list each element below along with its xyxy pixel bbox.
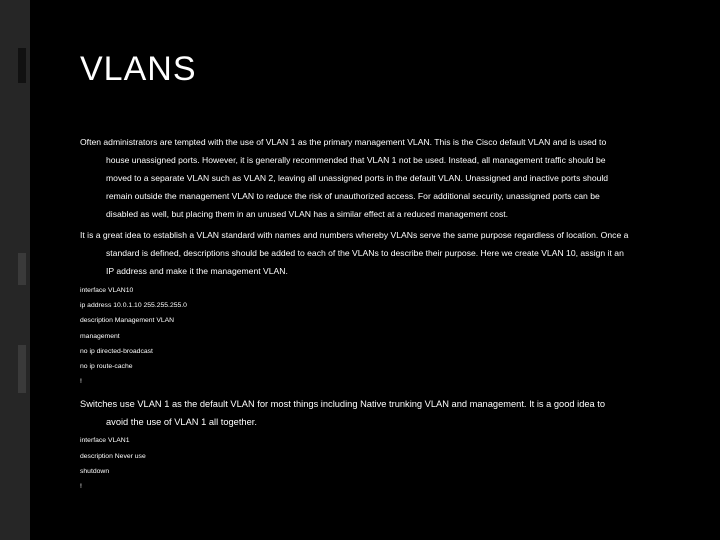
code-block-2: [80, 433, 690, 494]
slide-body: [80, 133, 690, 494]
code-line: no ip route-cache: [80, 363, 133, 371]
paragraph-line: IP address and make it the management VLAN.: [106, 266, 288, 276]
paragraph-line: Switches use VLAN 1 as the default VLAN for most things including Native trunking VLAN and management. It is a good idea to: [80, 399, 606, 410]
side-accent-bar: [18, 345, 26, 393]
code-line: interface VLAN1: [80, 437, 130, 445]
paragraph-2: [80, 226, 690, 280]
code-line: !: [80, 483, 82, 491]
paragraph-1: [80, 133, 690, 223]
code-line: description Never use: [80, 452, 146, 460]
paragraph-line: disabled as well, but placing them in an unused VLAN has a similar effect at a reduced management cost.: [106, 209, 509, 219]
code-line: shutdown: [80, 467, 110, 475]
paragraph-line: house unassigned ports. However, it is generally recommended that VLAN 1 not be used. Instead, all management traffic should be: [106, 155, 606, 165]
paragraph-line: standard is defined, descriptions should be added to each of the VLANs to describe their purpose. Here we create VLAN 10, assign it an: [106, 248, 624, 258]
title-accent-bar: [18, 48, 26, 83]
paragraph-line: It is a great idea to establish a VLAN standard with names and numbers whereby VLANs serve the same purpose regardless of location. Once a: [80, 230, 629, 240]
code-line: !: [80, 378, 82, 386]
paragraph-line: Often administrators are tempted with the use of VLAN 1 as the primary management VLAN. This is the Cisco default VLAN and is used to: [80, 137, 607, 147]
code-line: ip address 10.0.1.10 255.255.255.0: [80, 302, 187, 310]
paragraph-line: moved to a separate VLAN such as VLAN 2, leaving all unassigned ports in the default VLAN. Unassigned and inactive ports should: [106, 173, 609, 183]
slide-title: VLANS: [80, 50, 197, 88]
paragraph-line: remain outside the management VLAN to reduce the risk of unauthorized access. For additional security, unassigned ports can be: [106, 191, 600, 201]
side-accent-bar: [18, 253, 26, 285]
code-line: management: [80, 332, 120, 340]
code-block-1: [80, 283, 690, 389]
code-line: description Management VLAN: [80, 317, 175, 325]
code-line: interface VLAN10: [80, 287, 134, 294]
code-line: no ip directed-broadcast: [80, 347, 153, 355]
paragraph-3: [80, 395, 690, 431]
paragraph-line: avoid the use of VLAN 1 all together.: [106, 417, 257, 428]
